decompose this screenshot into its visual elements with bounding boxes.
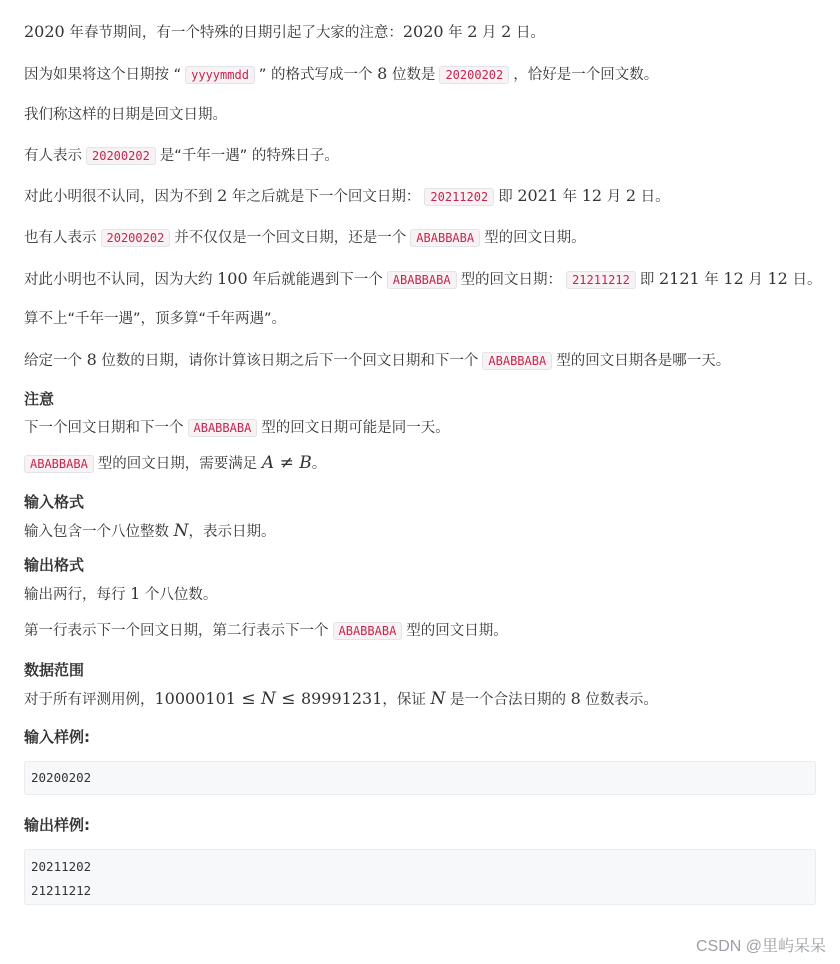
text: 型的回文日期各是哪一天。 [556, 352, 731, 369]
code-line: 20211202 [31, 859, 92, 874]
text: 型的回文日期。 [406, 623, 508, 639]
inline-code: ABABBABA [387, 271, 457, 289]
inline-code: ABABBABA [24, 455, 94, 473]
intro-paragraph-1 [24, 12, 828, 54]
inline-code: 20200202 [101, 229, 171, 247]
math-operator: ≤ [235, 689, 261, 709]
intro-paragraph-3: 我们称这样的日期是回文日期。 [24, 107, 227, 123]
math-variable: B [299, 453, 312, 473]
text: 因为如果将这个日期按 “ [24, 66, 182, 83]
sample-output-heading: 输出样例: [24, 816, 90, 834]
inline-code: ABABBABA [482, 352, 552, 370]
input-format-section [24, 488, 828, 547]
inline-code: 20200202 [86, 147, 156, 165]
text: 日。 [636, 189, 670, 205]
digit-number: 8 [377, 63, 388, 83]
text: 年后就能遇到下一个 [247, 272, 383, 288]
number: 10000101 [154, 689, 236, 708]
code-line: 20200202 [31, 770, 92, 785]
text: 位数表示。 [580, 692, 658, 708]
data-range-heading: 数据范围 [24, 661, 85, 679]
text: 即 [639, 272, 659, 288]
inline-code: 20211202 [424, 188, 494, 206]
text: ” 的格式写成一个 [258, 66, 378, 83]
inline-code: ABABBABA [410, 229, 480, 247]
text: 日。 [787, 272, 822, 288]
output-format-line-1 [24, 579, 828, 610]
intro-paragraph-9 [24, 340, 828, 382]
data-range-section [24, 656, 828, 715]
inline-code: yyyymmdd [185, 66, 255, 84]
text: 型的回文日期可能是同一天。 [261, 420, 450, 436]
text: 月 [477, 25, 502, 41]
output-format-heading: 输出格式 [24, 556, 85, 574]
notice-heading: 注意 [24, 390, 55, 408]
text: 对于所有评测用例， [24, 692, 155, 708]
output-format-section [24, 551, 828, 652]
number: 8 [570, 689, 581, 708]
text: 即 [498, 189, 518, 205]
text: 月 [743, 272, 768, 288]
text: 下一个回文日期和下一个 [24, 420, 184, 436]
data-range-line [24, 684, 828, 715]
text: 是一个合法日期的 [445, 692, 571, 708]
text: 年之后就是下一个回文日期： [227, 189, 421, 205]
inline-code: 20200202 [439, 66, 509, 84]
text: 。 [311, 456, 327, 472]
math-variable: N [430, 689, 446, 709]
math-operator: ≤ [275, 689, 301, 709]
text: 对此小明很不认同，因为不到 [24, 189, 218, 205]
input-format-line [24, 516, 828, 547]
intro-paragraph-4 [24, 136, 828, 177]
sample-input-heading: 输入样例: [24, 728, 90, 746]
number: 12 [581, 186, 603, 205]
number: 89991231 [300, 689, 383, 708]
notice-section [24, 385, 828, 484]
intro-paragraph-7 [24, 258, 828, 299]
text: 第一行表示下一个回文日期，第二行表示下一个 [24, 623, 329, 639]
text: 型的回文日期： [460, 272, 563, 288]
text: 位数是 [387, 66, 436, 83]
text: 有人表示 [24, 147, 82, 164]
number: 2121 [658, 269, 700, 288]
number: 8 [86, 349, 97, 369]
inline-code: ABABBABA [188, 419, 258, 437]
text: 位数的日期，请你计算该日期之后下一个回文日期和下一个 [96, 352, 479, 369]
number: 12 [767, 269, 788, 288]
intro-paragraph-6 [24, 218, 828, 259]
math-variable: N [173, 521, 189, 541]
text: 给定一个 [24, 352, 87, 369]
text: 输出两行，每行 [24, 587, 131, 603]
output-format-line-2 [24, 610, 828, 652]
csdn-watermark: CSDN @里屿呆呆 [695, 938, 826, 955]
month-number: 2 [467, 22, 478, 41]
sample-output-block [24, 849, 816, 905]
text: ，恰好是一个回文数。 [513, 66, 659, 83]
text: 年春节期间，有一个特殊的日期引起了大家的注意： [64, 25, 403, 41]
text: 型的回文日期，需要满足 [97, 456, 262, 472]
day-number: 2 [501, 22, 512, 41]
text: 对此小明也不认同，因为大约 [24, 272, 218, 288]
text: 是“千年一遇” 的特殊日子。 [159, 147, 339, 164]
text: 型的回文日期。 [484, 229, 586, 246]
number: 100 [217, 269, 248, 288]
year-number: 2020 [24, 22, 65, 41]
text: ，保证 [382, 692, 431, 708]
text: 并不仅仅是一个回文日期，还是一个 [174, 229, 407, 246]
number: 2021 [517, 186, 559, 205]
number: 12 [723, 269, 744, 288]
code-line: 21211212 [31, 883, 92, 898]
text: 日。 [511, 25, 545, 41]
text: ，表示日期。 [188, 524, 276, 540]
number: 2 [217, 186, 228, 205]
intro-paragraph-2 [24, 54, 828, 96]
text: 也有人表示 [24, 229, 97, 246]
number: 1 [130, 584, 141, 603]
text: 年 [443, 25, 468, 41]
text: 月 [602, 189, 626, 205]
inline-code: 21211212 [566, 271, 636, 289]
sample-input-block [24, 761, 816, 795]
text: 个八位数。 [140, 587, 218, 603]
notice-line-1 [24, 413, 828, 443]
math-variable: A [261, 453, 275, 473]
year-number: 2020 [402, 22, 444, 41]
intro-paragraph-8: 算不上“千年一遇”，顶多算“千年两遇”。 [24, 311, 287, 327]
math-operator: ≠ [274, 453, 300, 473]
text: 年 [699, 272, 724, 288]
text: 输入包含一个八位整数 [24, 524, 174, 540]
notice-line-2 [24, 443, 828, 484]
math-variable: N [261, 689, 276, 709]
intro-paragraph-5 [24, 176, 828, 218]
sample-output-section [24, 811, 828, 905]
input-format-heading: 输入格式 [24, 493, 85, 511]
sample-input-section [24, 723, 828, 795]
inline-code: ABABBABA [333, 622, 403, 640]
text: 年 [558, 189, 582, 205]
number: 2 [625, 186, 637, 205]
